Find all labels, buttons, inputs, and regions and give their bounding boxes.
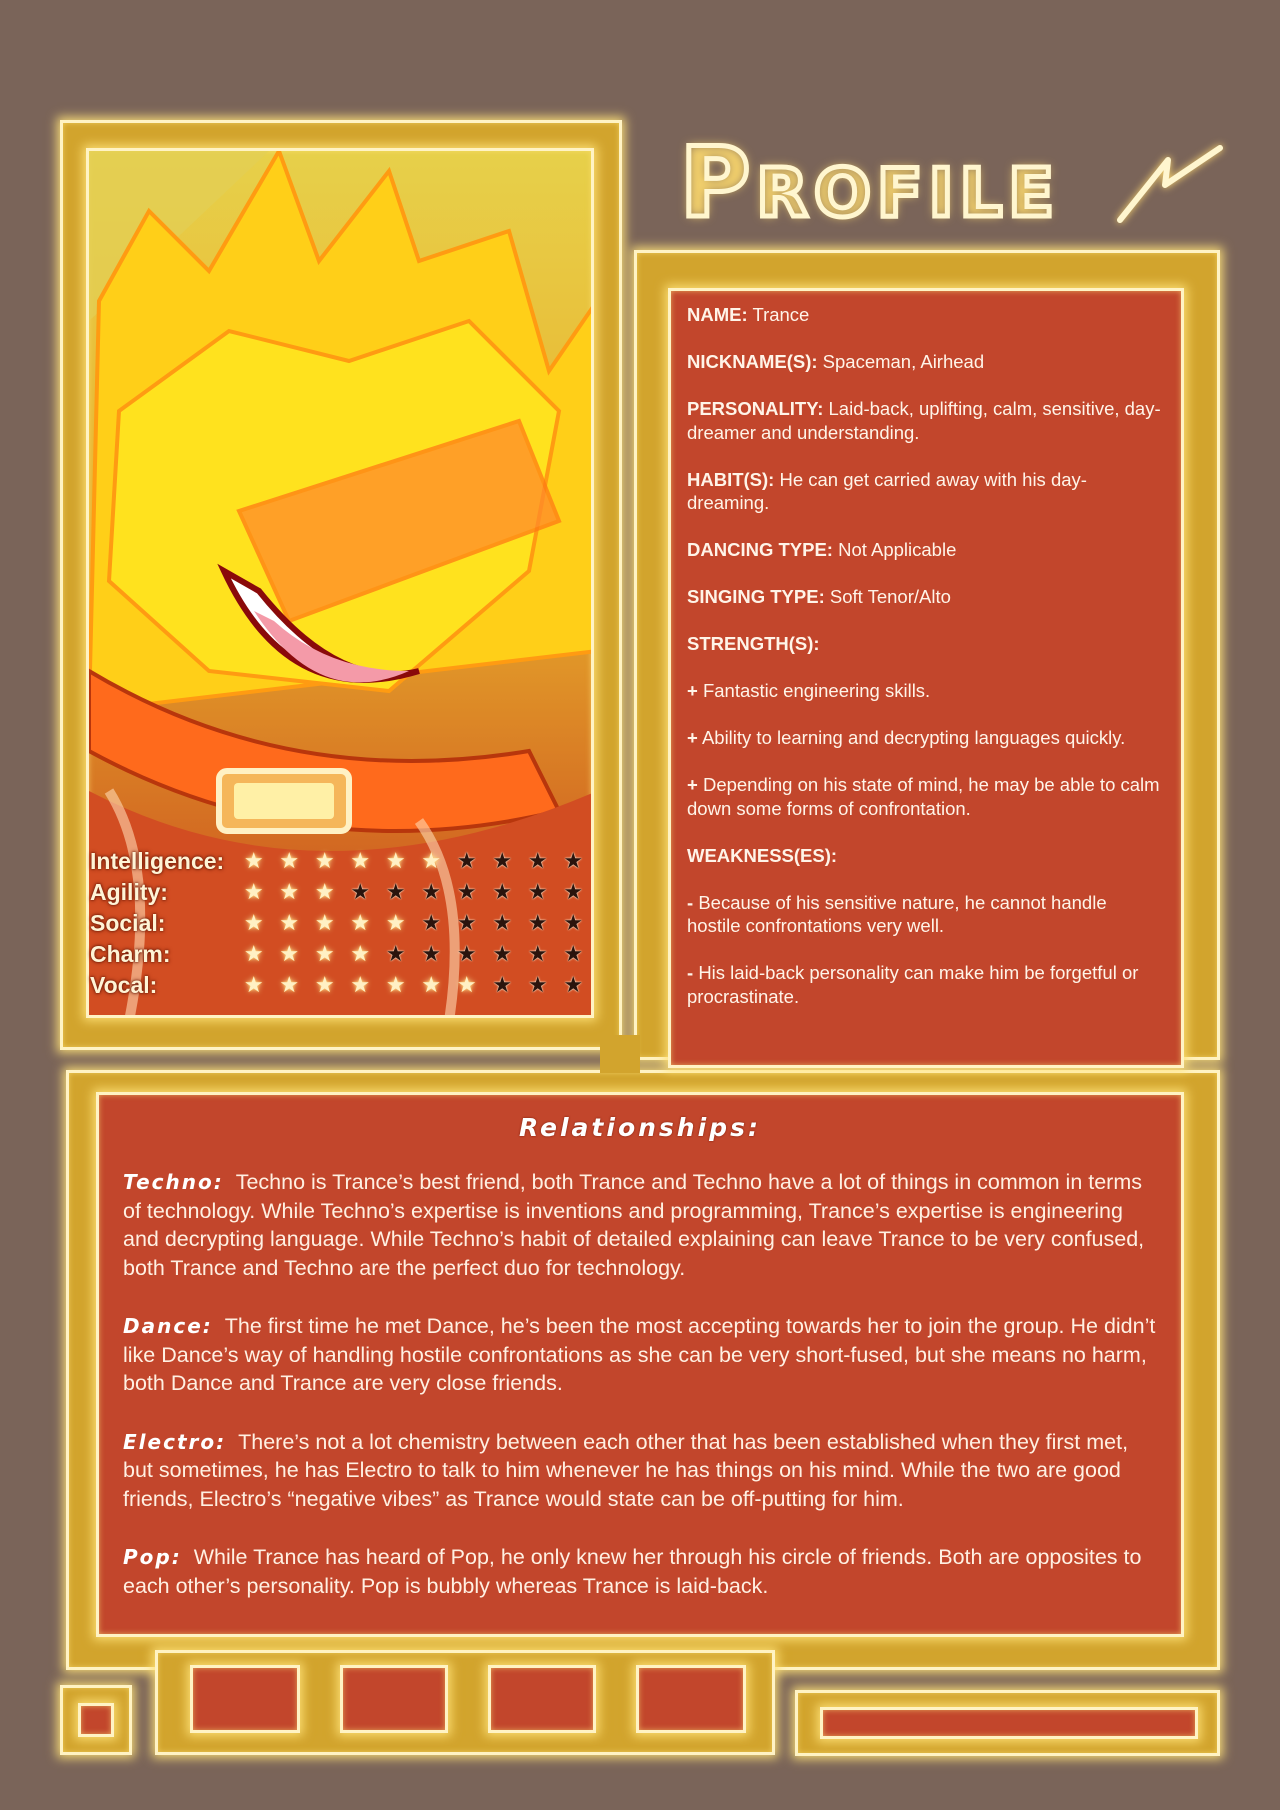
relationship-entry-dance — [123, 1312, 1157, 1398]
star-filled-icon: ★ — [385, 910, 406, 935]
bottom-slot-4 — [636, 1665, 746, 1733]
relationship-entry-electro — [123, 1428, 1157, 1514]
personality-value: Laid-back, uplifting, calm, sensitive, day-dreamer and understanding. — [687, 398, 1161, 443]
strengths-label: STRENGTH(S): — [687, 633, 820, 654]
stat-label: Charm: — [90, 940, 171, 967]
relationship-text: There’s not a lot chemistry between each other that has been established when they first met, but sometimes, he has Electro to talk to him whenever he has things on his mind. While the two are good friends, Electro’s “negative vibes” as Trance would state can be off-putting for him. — [123, 1429, 1129, 1511]
bottom-right-bar-slot — [820, 1707, 1198, 1739]
stat-label: Intelligence: — [90, 847, 225, 874]
profile-info-panel — [668, 288, 1184, 1068]
star-empty-icon: ★ — [456, 910, 477, 935]
stat-row — [90, 939, 584, 969]
weakness-text: Because of his sensitive nature, he cannot handle hostile confrontations very well. — [687, 891, 1107, 936]
relationship-name: Pop: — [123, 1545, 182, 1569]
relationship-name: Electro: — [123, 1429, 227, 1454]
strength-item — [687, 773, 1165, 820]
nicknames-value: Spaceman, Airhead — [822, 351, 985, 372]
bottom-slot-3 — [488, 1665, 596, 1733]
stat-label: Vocal: — [90, 971, 158, 998]
star-filled-icon: ★ — [314, 972, 335, 997]
singing-type-value: Soft Tenor/Alto — [829, 586, 951, 607]
field-habits — [687, 468, 1165, 515]
weakness-text: His laid-back personality can make him be forgetful or procrastinate. — [687, 962, 1139, 1007]
star-rating — [236, 846, 591, 876]
stat-row — [90, 908, 584, 938]
star-empty-icon: ★ — [563, 879, 584, 904]
bottom-slot-2 — [340, 1665, 448, 1733]
star-empty-icon: ★ — [527, 879, 548, 904]
relationship-name: Dance: — [123, 1314, 213, 1338]
page-title: Profile — [680, 127, 1061, 239]
star-empty-icon: ★ — [421, 879, 442, 904]
minus-mark: - — [687, 891, 694, 913]
stat-row — [90, 846, 584, 876]
strength-text: Depending on his state of mind, he may be able to calm down some forms of confrontation. — [687, 774, 1160, 819]
dancing-type-label: DANCING TYPE: — [687, 539, 833, 560]
star-rating — [236, 939, 591, 969]
star-empty-icon: ★ — [456, 941, 477, 966]
star-empty-icon: ★ — [456, 879, 477, 904]
plus-mark: + — [687, 727, 698, 748]
bottom-slot-1 — [190, 1665, 300, 1733]
star-filled-icon: ★ — [350, 941, 371, 966]
star-empty-icon: ★ — [563, 848, 584, 873]
name-label: NAME: — [687, 304, 748, 325]
star-empty-icon: ★ — [421, 910, 442, 935]
star-empty-icon: ★ — [527, 972, 548, 997]
weaknesses-label: WEAKNESS(ES): — [687, 844, 838, 866]
dancing-type-value: Not Applicable — [838, 539, 957, 560]
star-filled-icon: ★ — [314, 910, 335, 935]
name-value: Trance — [752, 304, 810, 325]
habits-value: He can get carried away with his day-dreaming. — [687, 468, 1087, 513]
nicknames-label: NICKNAME(S): — [687, 351, 818, 372]
star-filled-icon: ★ — [314, 879, 335, 904]
relationship-text: Techno is Trance’s best friend, both Trance and Techno have a lot of things in common in terms of technology. While Techno’s expertise is inventions and programming, Trance’s expertise is engineering and decrypting language. While Techno’s habit of detailed explaining can leave Trance to be very confused, both Trance and Techno are the perfect duo for technology. — [123, 1170, 1145, 1280]
star-rating — [236, 877, 591, 907]
relationship-name: Techno: — [123, 1170, 224, 1194]
star-filled-icon: ★ — [385, 972, 406, 997]
relationships-title: Relationships: — [519, 1113, 761, 1142]
star-empty-icon: ★ — [527, 848, 548, 873]
strength-item — [687, 679, 1165, 703]
weakness-item — [687, 961, 1165, 1008]
stat-row — [90, 877, 584, 907]
relationship-entry-techno — [123, 1168, 1157, 1282]
star-filled-icon: ★ — [421, 972, 442, 997]
star-filled-icon: ★ — [350, 910, 371, 935]
star-empty-icon: ★ — [421, 941, 442, 966]
star-empty-icon: ★ — [527, 910, 548, 935]
weaknesses-heading — [687, 844, 1165, 868]
star-empty-icon: ★ — [563, 941, 584, 966]
strengths-heading — [687, 632, 1165, 656]
field-nicknames — [687, 350, 1165, 374]
star-empty-icon: ★ — [492, 910, 513, 935]
star-empty-icon: ★ — [492, 941, 513, 966]
relationships-panel — [96, 1092, 1184, 1637]
stat-label: Agility: — [90, 878, 168, 905]
star-empty-icon: ★ — [563, 910, 584, 935]
strength-item — [687, 726, 1165, 750]
star-filled-icon: ★ — [314, 848, 335, 873]
lightning-bolt-icon — [1110, 130, 1230, 230]
star-filled-icon: ★ — [243, 941, 264, 966]
star-rating — [236, 970, 591, 1000]
star-empty-icon: ★ — [492, 972, 513, 997]
star-empty-icon: ★ — [385, 941, 406, 966]
plus-mark: + — [687, 680, 698, 701]
relationship-text: The first time he met Dance, he’s been the most accepting towards her to join the group. He didn’t like Dance’s way of handling hostile confrontations as she can be very short-fused, but she means no harm, both Dance and Trance are very close friends. — [123, 1314, 1156, 1395]
frame-joint — [600, 1035, 640, 1073]
relationship-entry-pop — [123, 1543, 1157, 1600]
star-empty-icon: ★ — [563, 972, 584, 997]
star-empty-icon: ★ — [456, 848, 477, 873]
star-filled-icon: ★ — [243, 972, 264, 997]
strength-text: Fantastic engineering skills. — [702, 680, 931, 701]
stat-row — [90, 970, 584, 1000]
star-filled-icon: ★ — [279, 910, 300, 935]
star-filled-icon: ★ — [350, 972, 371, 997]
plus-mark: + — [687, 774, 698, 795]
star-rating — [236, 908, 591, 938]
field-personality — [687, 397, 1165, 444]
star-empty-icon: ★ — [492, 848, 513, 873]
star-filled-icon: ★ — [243, 879, 264, 904]
star-filled-icon: ★ — [350, 848, 371, 873]
star-empty-icon: ★ — [492, 879, 513, 904]
star-filled-icon: ★ — [385, 848, 406, 873]
star-filled-icon: ★ — [279, 879, 300, 904]
star-filled-icon: ★ — [243, 848, 264, 873]
singing-type-label: SINGING TYPE: — [687, 586, 825, 607]
star-filled-icon: ★ — [456, 972, 477, 997]
star-filled-icon: ★ — [314, 941, 335, 966]
stat-label: Social: — [90, 909, 166, 936]
star-empty-icon: ★ — [385, 879, 406, 904]
field-singing-type — [687, 585, 1165, 609]
relationship-text: While Trance has heard of Pop, he only knew her through his circle of friends. Both are opposites to each other’s personality. Pop is bubbly whereas Trance is laid-back. — [123, 1545, 1142, 1598]
corner-square-slot — [78, 1703, 114, 1737]
star-empty-icon: ★ — [527, 941, 548, 966]
star-filled-icon: ★ — [279, 941, 300, 966]
star-filled-icon: ★ — [279, 848, 300, 873]
star-empty-icon: ★ — [350, 879, 371, 904]
strength-text: Ability to learning and decrypting languages quickly. — [701, 727, 1126, 748]
star-filled-icon: ★ — [421, 848, 442, 873]
star-filled-icon: ★ — [279, 972, 300, 997]
habits-label: HABIT(S): — [687, 468, 775, 490]
personality-label: PERSONALITY: — [687, 398, 824, 419]
field-name — [687, 303, 1165, 327]
star-filled-icon: ★ — [243, 910, 264, 935]
field-dancing-type — [687, 538, 1165, 562]
minus-mark: - — [687, 962, 694, 983]
weakness-item — [687, 891, 1165, 938]
